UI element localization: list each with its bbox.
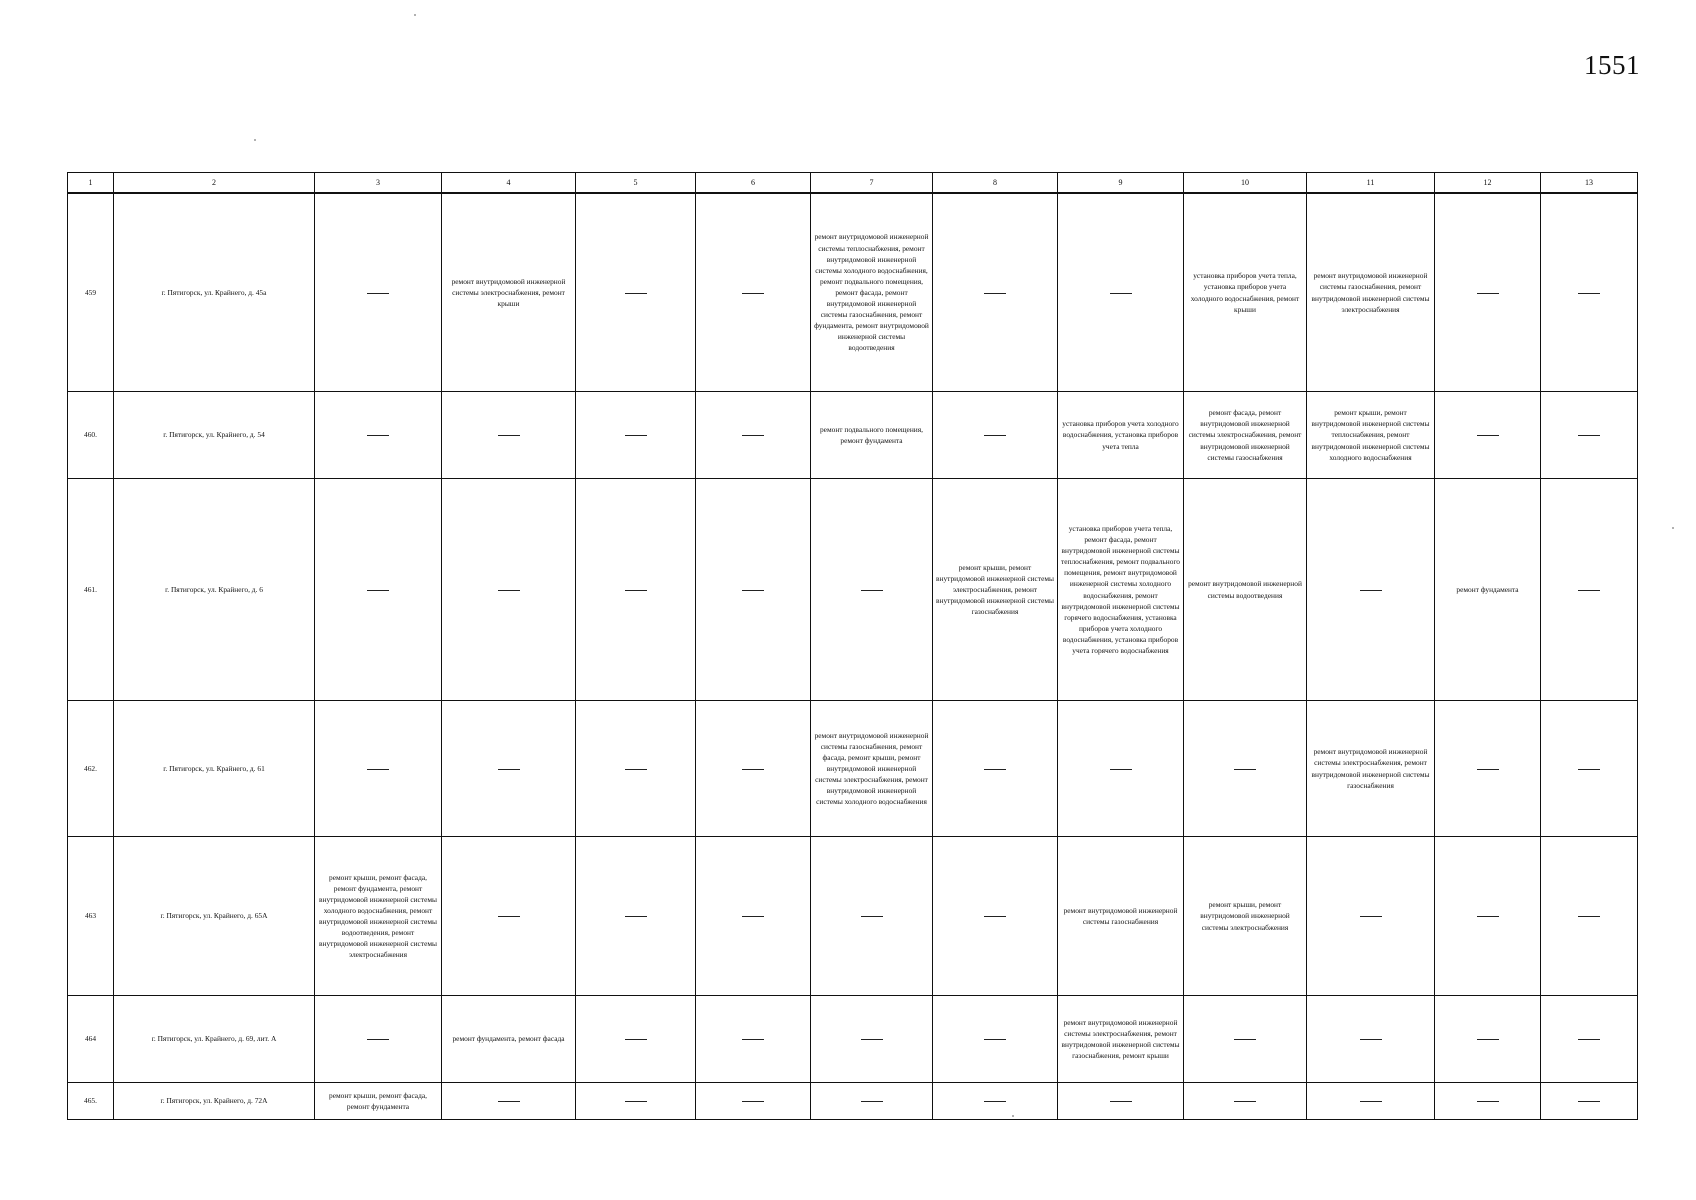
cell: ремонт внутридомовой инженерной системы электроснабжения, ремонт внутридомовой инженерной системы газоснабжения	[1307, 701, 1435, 837]
table-row	[68, 996, 1638, 1083]
cell	[442, 479, 576, 701]
cell: ремонт фасада, ремонт внутридомовой инженерной системы электроснабжения, ремонт внутридомовой инженерной системы газоснабжения	[1184, 392, 1307, 479]
row-number: 459	[68, 193, 114, 392]
cell: ремонт фундамента	[1435, 479, 1541, 701]
dash-mark	[742, 435, 764, 436]
cell	[1435, 837, 1541, 996]
repair-works-table	[67, 172, 1638, 1120]
dash-mark	[984, 769, 1006, 770]
dash-mark	[1360, 590, 1382, 591]
cell	[811, 837, 933, 996]
address-cell: г. Пятигорск, ул. Крайнего, д. 45а	[114, 193, 315, 392]
cell: ремонт крыши, ремонт фасада, ремонт фундамента, ремонт внутридомовой инженерной системы холодного водоснабжения, ремонт внутридомовой инженерной системы водоотведения, ремонт внутридомовой инженерной системы электроснабжения	[315, 837, 442, 996]
dash-mark	[625, 293, 647, 294]
cell	[1435, 392, 1541, 479]
column-header: 2	[114, 173, 315, 194]
cell	[696, 193, 811, 392]
table-row	[68, 479, 1638, 701]
dash-mark	[1110, 769, 1132, 770]
column-header: 1	[68, 173, 114, 194]
cell	[696, 479, 811, 701]
dash-mark	[1578, 916, 1600, 917]
dash-mark	[1477, 1101, 1499, 1102]
cell	[1435, 701, 1541, 837]
dash-mark	[498, 435, 520, 436]
column-header: 10	[1184, 173, 1307, 194]
cell	[1307, 837, 1435, 996]
page-number: 1551	[1584, 50, 1640, 80]
cell: установка приборов учета тепла, установка приборов учета холодного водоснабжения, ремонт крыши	[1184, 193, 1307, 392]
cell: ремонт фундамента, ремонт фасада	[442, 996, 576, 1083]
cell: установка приборов учета тепла, ремонт фасада, ремонт внутридомовой инженерной системы теплоснабжения, ремонт подвального помещения, ремонт внутридомовой инженерной системы холодного водоснабжения, ремонт внутридомовой инженерной системы горячего водоснабжения, установка приборов учета холодного водоснабжения, установка приборов учета горячего водоснабжения	[1058, 479, 1184, 701]
cell	[933, 193, 1058, 392]
cell	[1184, 701, 1307, 837]
dash-mark	[861, 916, 883, 917]
cell	[576, 701, 696, 837]
row-number: 461.	[68, 479, 114, 701]
cell	[696, 837, 811, 996]
column-header: 11	[1307, 173, 1435, 194]
column-header: 13	[1541, 173, 1638, 194]
cell	[1541, 996, 1638, 1083]
dash-mark	[1477, 435, 1499, 436]
dash-mark	[1234, 1101, 1256, 1102]
scan-speck	[254, 139, 256, 141]
dash-mark	[1578, 590, 1600, 591]
dash-mark	[367, 435, 389, 436]
dash-mark	[984, 1101, 1006, 1102]
dash-mark	[498, 916, 520, 917]
dash-mark	[625, 435, 647, 436]
scan-speck	[414, 14, 416, 16]
scan-speck	[1012, 1115, 1014, 1117]
dash-mark	[1578, 293, 1600, 294]
cell	[315, 392, 442, 479]
dash-mark	[625, 1101, 647, 1102]
dash-mark	[1234, 769, 1256, 770]
cell	[811, 1083, 933, 1120]
cell: ремонт внутридомовой инженерной системы водоотведения	[1184, 479, 1307, 701]
cell: ремонт подвального помещения, ремонт фундамента	[811, 392, 933, 479]
address-cell: г. Пятигорск, ул. Крайнего, д. 69, лит. А	[114, 996, 315, 1083]
column-header: 9	[1058, 173, 1184, 194]
cell	[1435, 996, 1541, 1083]
cell	[315, 193, 442, 392]
dash-mark	[625, 916, 647, 917]
dash-mark	[625, 769, 647, 770]
cell	[576, 837, 696, 996]
dash-mark	[367, 769, 389, 770]
address-cell: г. Пятигорск, ул. Крайнего, д. 61	[114, 701, 315, 837]
cell	[1307, 996, 1435, 1083]
cell	[1541, 479, 1638, 701]
cell	[1435, 1083, 1541, 1120]
dash-mark	[498, 590, 520, 591]
dash-mark	[984, 1039, 1006, 1040]
cell	[576, 392, 696, 479]
table-row	[68, 837, 1638, 996]
column-header: 7	[811, 173, 933, 194]
dash-mark	[984, 293, 1006, 294]
cell	[1184, 1083, 1307, 1120]
dash-mark	[1477, 1039, 1499, 1040]
cell	[576, 479, 696, 701]
dash-mark	[1477, 293, 1499, 294]
table-body	[68, 193, 1638, 1120]
row-number: 462.	[68, 701, 114, 837]
dash-mark	[1360, 1039, 1382, 1040]
cell	[1541, 193, 1638, 392]
cell	[576, 1083, 696, 1120]
dash-mark	[1578, 435, 1600, 436]
table-row	[68, 1083, 1638, 1120]
column-header: 5	[576, 173, 696, 194]
cell	[1541, 701, 1638, 837]
cell	[442, 392, 576, 479]
cell	[811, 996, 933, 1083]
dash-mark	[742, 916, 764, 917]
dash-mark	[742, 590, 764, 591]
dash-mark	[1578, 1101, 1600, 1102]
cell	[1541, 392, 1638, 479]
dash-mark	[1234, 1039, 1256, 1040]
dash-mark	[984, 435, 1006, 436]
dash-mark	[1578, 769, 1600, 770]
cell	[1541, 1083, 1638, 1120]
column-header: 6	[696, 173, 811, 194]
cell: установка приборов учета холодного водоснабжения, установка приборов учета тепла	[1058, 392, 1184, 479]
cell: ремонт внутридомовой инженерной системы газоснабжения	[1058, 837, 1184, 996]
cell	[315, 701, 442, 837]
row-number: 465.	[68, 1083, 114, 1120]
cell	[933, 996, 1058, 1083]
cell	[1058, 1083, 1184, 1120]
cell: ремонт внутридомовой инженерной системы электроснабжения, ремонт крыши	[442, 193, 576, 392]
dash-mark	[367, 590, 389, 591]
scan-speck	[1672, 527, 1674, 529]
row-number: 460.	[68, 392, 114, 479]
dash-mark	[742, 1101, 764, 1102]
dash-mark	[1360, 916, 1382, 917]
dash-mark	[367, 293, 389, 294]
cell: ремонт внутридомовой инженерной системы газоснабжения, ремонт фасада, ремонт крыши, ремонт внутридомовой инженерной системы электроснабжения, ремонт внутридомовой инженерной системы холодного водоснабжения	[811, 701, 933, 837]
cell: ремонт крыши, ремонт внутридомовой инженерной системы электроснабжения	[1184, 837, 1307, 996]
column-header: 8	[933, 173, 1058, 194]
cell	[315, 479, 442, 701]
cell	[933, 1083, 1058, 1120]
dash-mark	[625, 590, 647, 591]
dash-mark	[498, 769, 520, 770]
dash-mark	[742, 1039, 764, 1040]
dash-mark	[861, 1039, 883, 1040]
dash-mark	[1360, 1101, 1382, 1102]
dash-mark	[1578, 1039, 1600, 1040]
cell	[315, 996, 442, 1083]
column-header: 3	[315, 173, 442, 194]
column-header: 12	[1435, 173, 1541, 194]
dash-mark	[1477, 769, 1499, 770]
address-cell: г. Пятигорск, ул. Крайнего, д. 65А	[114, 837, 315, 996]
cell	[1307, 479, 1435, 701]
dash-mark	[861, 1101, 883, 1102]
cell	[1058, 701, 1184, 837]
cell	[696, 392, 811, 479]
column-header: 4	[442, 173, 576, 194]
cell	[696, 701, 811, 837]
dash-mark	[498, 1101, 520, 1102]
dash-mark	[625, 1039, 647, 1040]
cell	[442, 837, 576, 996]
cell	[1058, 193, 1184, 392]
cell: ремонт внутридомовой инженерной системы теплоснабжения, ремонт внутридомовой инженерной системы холодного водоснабжения, ремонт подвального помещения, ремонт фасада, ремонт внутридомовой инженерной системы газоснабжения, ремонт фундамента, ремонт внутридомовой инженерной системы водоотведения	[811, 193, 933, 392]
cell	[1184, 996, 1307, 1083]
cell	[442, 701, 576, 837]
address-cell: г. Пятигорск, ул. Крайнего, д. 72А	[114, 1083, 315, 1120]
cell: ремонт крыши, ремонт внутридомовой инженерной системы электроснабжения, ремонт внутридомовой инженерной системы газоснабжения	[933, 479, 1058, 701]
dash-mark	[1110, 1101, 1132, 1102]
table-row	[68, 392, 1638, 479]
dash-mark	[861, 590, 883, 591]
cell	[933, 701, 1058, 837]
table-row	[68, 193, 1638, 392]
cell	[576, 996, 696, 1083]
cell: ремонт крыши, ремонт фасада, ремонт фундамента	[315, 1083, 442, 1120]
table-row	[68, 701, 1638, 837]
dash-mark	[984, 916, 1006, 917]
cell	[1307, 1083, 1435, 1120]
dash-mark	[742, 769, 764, 770]
cell: ремонт внутридомовой инженерной системы газоснабжения, ремонт внутридомовой инженерной системы электроснабжения	[1307, 193, 1435, 392]
cell	[933, 837, 1058, 996]
dash-mark	[1110, 293, 1132, 294]
cell	[1541, 837, 1638, 996]
address-cell: г. Пятигорск, ул. Крайнего, д. 54	[114, 392, 315, 479]
address-cell: г. Пятигорск, ул. Крайнего, д. 6	[114, 479, 315, 701]
cell: ремонт внутридомовой инженерной системы электроснабжения, ремонт внутридомовой инженерной системы газоснабжения, ремонт крыши	[1058, 996, 1184, 1083]
cell	[696, 996, 811, 1083]
dash-mark	[367, 1039, 389, 1040]
dash-mark	[1477, 916, 1499, 917]
column-number-row	[68, 173, 1638, 194]
dash-mark	[742, 293, 764, 294]
cell	[442, 1083, 576, 1120]
cell	[696, 1083, 811, 1120]
cell	[933, 392, 1058, 479]
cell	[1435, 193, 1541, 392]
cell	[576, 193, 696, 392]
cell: ремонт крыши, ремонт внутридомовой инженерной системы теплоснабжения, ремонт внутридомовой инженерной системы холодного водоснабжения	[1307, 392, 1435, 479]
row-number: 463	[68, 837, 114, 996]
cell	[811, 479, 933, 701]
row-number: 464	[68, 996, 114, 1083]
